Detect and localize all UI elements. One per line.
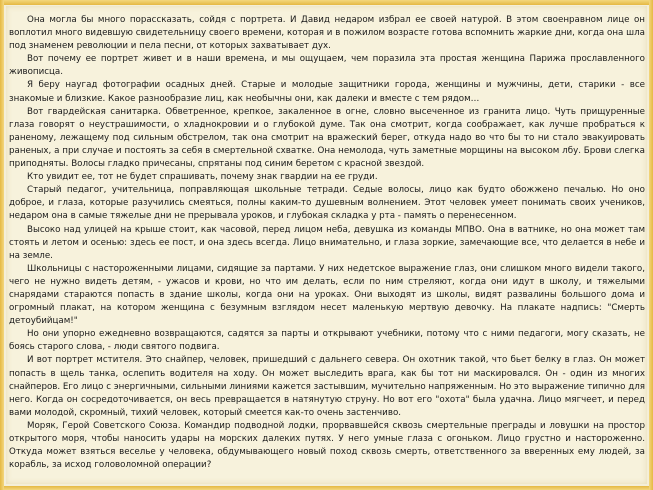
frame-border-bottom xyxy=(0,486,653,490)
paragraph: Старый педагог, учительница, поправляющая школьные тетради. Седые волосы, лицо как будто обожжено печалью. Но оно доброе, и глаза, которые разучились смеяться, полны каким-то душевным волнением. Этот человек умеет понимать своих учеников, недаром она в самые тяжелые дни не прерывала уроков, и глубокая складка у рта - память о перенесенном. xyxy=(9,185,645,222)
paragraph: Моряк, Герой Советского Союза. Командир подводной лодки, прорвавшейся сквозь смертельные преграды и ловушки на простор открытого моря, чтобы наносить удары на морских далеких путях. У него умные глаза с огоньком. Лицо грустно и настороженно. Откуда может взяться веселье у человека, обдумывающего новый поход сквозь смерть, ответственного за вверенных ему людей, за корабль, за исход головоломной операции? xyxy=(9,420,645,471)
frame-border-left xyxy=(0,0,4,490)
paragraph: Вот почему ее портрет живет и в наши времена, и мы ощущаем, чем поразила эта простая женщина Парижа прославленного живописца. xyxy=(9,54,645,78)
frame-border-right xyxy=(649,0,653,490)
paragraph: Она могла бы много порассказать, сойдя с портрета. И Давид недаром избрал ее своей натурой. В этом своенравном лице он воплотил много видевшую свидетельницу своего времени, которая и в пожилом возрасте готова вспомнить жаркие дни, когда она шла под знаменем революции и пела песни, от которых захватывает дух. xyxy=(9,15,645,52)
paragraph: И вот портрет мстителя. Это снайпер, человек, пришедший с дальнего севера. Он охотник такой, что бьет белку в глаз. Он может попасть в щель танка, ослепить водителя на ходу. Он может выследить врага, как бы тот ни маскировался. Он - один из многих снайперов. Его лицо с энергичными, сильными линиями кажется застывшим, мучительно напряженным. Но это выражение типично для него. Когда он сосредоточивается, он весь превращается в натянутую струну. Но вот его "охота" была удачна. Лицо мягчеет, и перед вами молодой, скромный, тихий человек, который смеется как-то очень застенчиво. xyxy=(9,355,645,418)
text-page xyxy=(6,6,647,484)
paragraph: Вот гвардейская санитарка. Обветренное, крепкое, закаленное в огне, словно высеченное из гранита лицо. Чуть прищуренные глаза говорят о неустрашимости, о хладнокровии и о глубокой думе. Так она смотрит, когда соображает, как лучше пробраться к раненому, лежащему под сильным обстрелом, так она смотрит на вражеский берег, откуда надо во что бы то ни стало эвакуировать раненых, а при случае и постоять за себя в смертельной схватке. Она немолода, чуть заметные морщины на высоком лбу. Брови слегка приподняты. Волосы гладко причесаны, спрятаны под синим беретом с красной звездой. xyxy=(9,106,645,170)
paragraph: Школьницы с настороженными лицами, сидящие за партами. У них недетское выражение глаз, они слишком много видели такого, чего не нужно видеть детям, - ужасов и крови, но что им делать, если по ним стреляют, когда они идут в школу, и тяжелыми снарядами стараются попасть в здание школы, когда они на уроках. Они выходят из школы, видят развалины большого дома и огромный плакат, на котором женщина с безумным взглядом несет маленькую мертвую девочку. На плакате надпись: "Смерть детоубийцам!" xyxy=(9,263,645,327)
frame-border-top xyxy=(0,0,653,5)
body-text xyxy=(9,14,645,472)
paragraph: Я беру наугад фотографии осадных дней. Старые и молодые защитники города, женщины и мужчины, дети, старики - все знакомые и близкие. Какое разнообразие лиц, как необычны они, как далеки и вместе с тем рядом… xyxy=(9,80,645,104)
paragraph: Но они упорно ежедневно возвращаются, садятся за парты и открывают учебники, потому что с ними педагоги, могу сказать, не боясь старого слова, - люди святого подвига. xyxy=(9,329,645,353)
paragraph: Кто увидит ее, тот не будет спрашивать, почему знак гвардии на ее груди. xyxy=(27,172,378,183)
paragraph: Высоко над улицей на крыше стоит, как часовой, перед лицом неба, девушка из команды МПВО. Она в ватнике, но она может там стоять и летом и осенью: здесь ее пост, и она здесь всегда. Лицо внимательно, и глаза зоркие, замечающие все, что делается в небе и на земле. xyxy=(9,224,645,261)
